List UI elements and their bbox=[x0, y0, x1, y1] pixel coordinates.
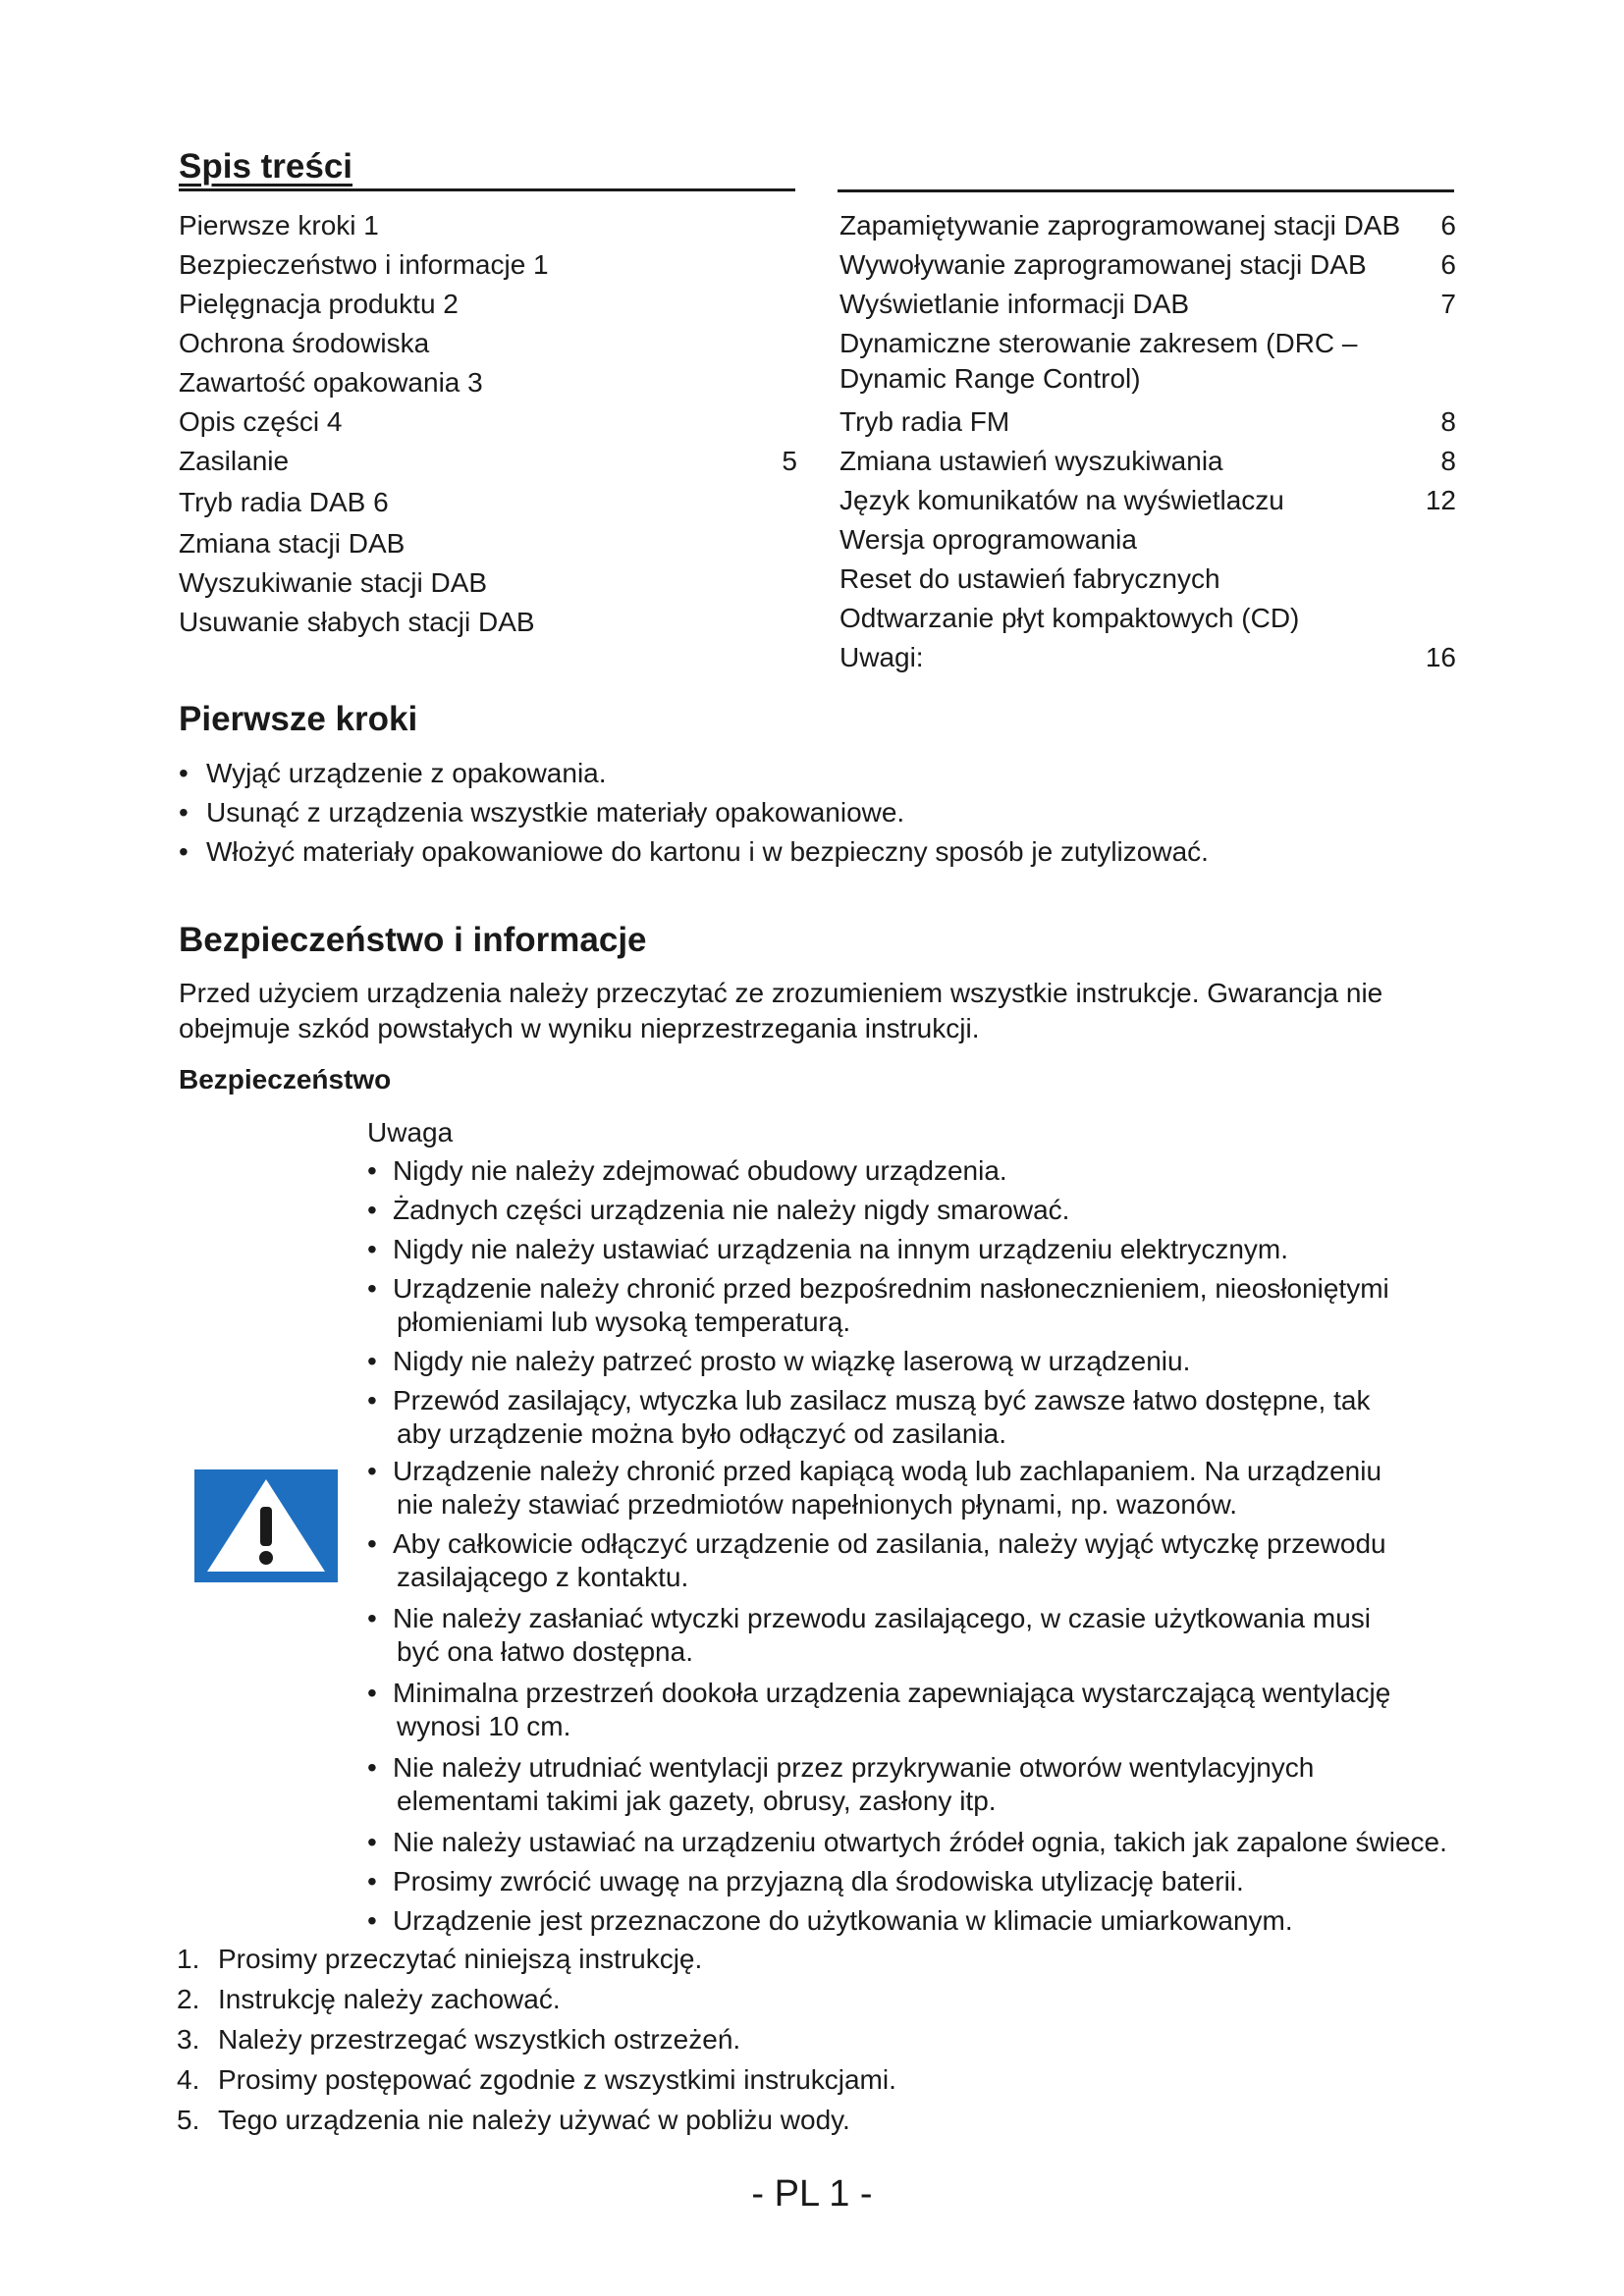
toc-entry: Zapamiętywanie zaprogramowanej stacji DAB bbox=[839, 210, 1401, 240]
toc-entry: Pierwsze kroki 1 bbox=[179, 210, 379, 240]
numbered-item-index: 4. bbox=[177, 2064, 200, 2095]
toc-entry: Zmiana ustawień wyszukiwania bbox=[839, 446, 1223, 476]
warning-item-line: płomieniami lub wysoką temperaturą. bbox=[397, 1307, 851, 1337]
first-steps-item-text: Włożyć materiały opakowaniowe do kartonu i w bezpieczny sposób je zutylizować. bbox=[206, 836, 1209, 867]
warning-item-line: elementami takimi jak gazety, obrusy, zasłony itp. bbox=[397, 1786, 997, 1816]
warning-icon bbox=[194, 1469, 338, 1582]
toc-entry-page: 8 bbox=[1440, 446, 1456, 476]
warning-item-line: Nie należy ustawiać na urządzeniu otwartych źródeł ognia, takich jak zapalone świece. bbox=[393, 1827, 1447, 1857]
toc-entry: Zmiana stacji DAB bbox=[179, 528, 406, 559]
warning-item bbox=[367, 1384, 1453, 1451]
bullet-glyph: • bbox=[367, 1195, 377, 1225]
toc-entry: Wyświetlanie informacji DAB bbox=[839, 289, 1190, 319]
toc-divider-right bbox=[838, 189, 1454, 192]
warning-item-line: Nigdy nie należy zdejmować obudowy urządzenia. bbox=[393, 1155, 1007, 1186]
safety-heading: Bezpieczeństwo i informacje bbox=[179, 921, 647, 959]
first-steps-item-text: Wyjąć urządzenie z opakowania. bbox=[206, 758, 607, 788]
warning-item bbox=[367, 1194, 1453, 1227]
bullet-glyph: • bbox=[367, 1346, 377, 1376]
warning-item bbox=[367, 1677, 1453, 1743]
warning-item-line: Nigdy nie należy ustawiać urządzenia na innym urządzeniu elektrycznym. bbox=[393, 1234, 1288, 1264]
warning-item bbox=[367, 1826, 1453, 1859]
toc-entry: Opis części 4 bbox=[179, 406, 343, 437]
toc-entry: Bezpieczeństwo i informacje 1 bbox=[179, 249, 549, 280]
bullet-glyph: • bbox=[179, 797, 189, 828]
first-steps-item-text: Usunąć z urządzenia wszystkie materiały opakowaniowe. bbox=[206, 797, 905, 828]
toc-entry: Wywoływanie zaprogramowanej stacji DAB bbox=[839, 249, 1367, 280]
safety-intro-line-1: Przed użyciem urządzenia należy przeczytać ze zrozumieniem wszystkie instrukcje. Gwarancja nie bbox=[179, 978, 1383, 1008]
numbered-item bbox=[177, 1942, 703, 1977]
warning-item-line: aby urządzenie można było odłączyć od zasilania. bbox=[397, 1418, 1007, 1449]
warning-item-line: wynosi 10 cm. bbox=[397, 1711, 571, 1741]
numbered-item-text: Instrukcję należy zachować. bbox=[218, 1984, 561, 2014]
bullet-glyph: • bbox=[367, 1273, 377, 1304]
first-steps-item bbox=[179, 756, 607, 791]
toc-entry: Wersja oprogramowania bbox=[839, 524, 1137, 555]
numbered-item bbox=[177, 2062, 896, 2098]
numbered-item-text: Należy przestrzegać wszystkich ostrzeżeń. bbox=[218, 2024, 741, 2055]
warning-item bbox=[367, 1233, 1453, 1266]
warning-item bbox=[367, 1345, 1453, 1378]
warning-item bbox=[367, 1751, 1453, 1818]
toc-entry-page: 8 bbox=[1440, 406, 1456, 437]
bullet-glyph: • bbox=[367, 1866, 377, 1896]
bullet-glyph: • bbox=[367, 1603, 377, 1633]
first-steps-item bbox=[179, 834, 1209, 870]
warning-item-line: Minimalna przestrzeń dookoła urządzenia zapewniająca wystarczającą wentylację bbox=[393, 1678, 1391, 1708]
toc-entry-page: 6 bbox=[1440, 210, 1456, 240]
warning-item-line: Nigdy nie należy patrzeć prosto w wiązkę laserową w urządzeniu. bbox=[393, 1346, 1191, 1376]
warning-item bbox=[367, 1272, 1453, 1339]
warning-item-line: Nie należy utrudniać wentylacji przez przykrywanie otworów wentylacyjnych bbox=[393, 1752, 1315, 1783]
bullet-glyph: • bbox=[367, 1385, 377, 1415]
numbered-item-index: 1. bbox=[177, 1944, 200, 1974]
warning-item bbox=[367, 1154, 1453, 1188]
bullet-glyph: • bbox=[367, 1905, 377, 1936]
warning-item bbox=[367, 1865, 1453, 1898]
safety-intro-line-2: obejmuje szkód powstałych w wyniku nieprzestrzegania instrukcji. bbox=[179, 1013, 980, 1043]
numbered-item bbox=[177, 1982, 561, 2017]
toc-left-column bbox=[179, 206, 797, 648]
bullet-glyph: • bbox=[367, 1234, 377, 1264]
toc-entry: Uwagi: bbox=[839, 642, 924, 672]
toc-entry: Zasilanie bbox=[179, 446, 290, 476]
bullet-glyph: • bbox=[179, 758, 189, 788]
toc-entry: Usuwanie słabych stacji DAB bbox=[179, 607, 535, 637]
warning-item bbox=[367, 1455, 1453, 1522]
warning-item-line: być ona łatwo dostępna. bbox=[397, 1636, 693, 1667]
toc-entry: Pielęgnacja produktu 2 bbox=[179, 289, 459, 319]
toc-entry: Wyszukiwanie stacji DAB bbox=[179, 567, 488, 598]
numbered-item-text: Prosimy przeczytać niniejszą instrukcję. bbox=[218, 1944, 703, 1974]
warning-item-line: Przewód zasilający, wtyczka lub zasilacz muszą być zawsze łatwo dostępne, tak bbox=[393, 1385, 1371, 1415]
bullet-glyph: • bbox=[367, 1752, 377, 1783]
numbered-item-text: Prosimy postępować zgodnie z wszystkimi instrukcjami. bbox=[218, 2064, 896, 2095]
toc-entry: Ochrona środowiska bbox=[179, 328, 430, 358]
bullet-glyph: • bbox=[367, 1678, 377, 1708]
bullet-glyph: • bbox=[367, 1155, 377, 1186]
bullet-glyph: • bbox=[367, 1827, 377, 1857]
bullet-glyph: • bbox=[179, 836, 189, 867]
first-steps-item bbox=[179, 795, 905, 830]
toc-entry: Tryb radia FM bbox=[839, 406, 1010, 437]
toc-right-column bbox=[839, 206, 1456, 677]
toc-entry: Tryb radia DAB 6 bbox=[179, 487, 389, 517]
toc-entry-page: 5 bbox=[782, 446, 797, 476]
warning-item-line: Urządzenie jest przeznaczone do użytkowania w klimacie umiarkowanym. bbox=[393, 1905, 1293, 1936]
numbered-item-index: 3. bbox=[177, 2024, 200, 2055]
warning-item bbox=[367, 1527, 1453, 1594]
safety-subheading: Bezpieczeństwo bbox=[179, 1064, 392, 1095]
first-steps-heading: Pierwsze kroki bbox=[179, 700, 418, 738]
toc-entry: Dynamic Range Control) bbox=[839, 363, 1141, 394]
toc-entry-page: 7 bbox=[1440, 289, 1456, 319]
warning-item-line: Nie należy zasłaniać wtyczki przewodu zasilającego, w czasie użytkowania musi bbox=[393, 1603, 1371, 1633]
toc-entry: Język komunikatów na wyświetlaczu bbox=[839, 485, 1284, 515]
warning-item bbox=[367, 1602, 1453, 1669]
toc-entry: Odtwarzanie płyt kompaktowych (CD) bbox=[839, 603, 1300, 633]
toc-entry-page: 6 bbox=[1440, 249, 1456, 280]
page-number: - PL 1 - bbox=[751, 2173, 873, 2215]
numbered-item-index: 5. bbox=[177, 2105, 200, 2135]
warning-item-line: Urządzenie należy chronić przed bezpośrednim nasłonecznieniem, nieosłoniętymi bbox=[393, 1273, 1389, 1304]
numbered-item bbox=[177, 2022, 741, 2057]
warning-label: Uwaga bbox=[367, 1117, 454, 1148]
warning-item-line: Żadnych części urządzenia nie należy nigdy smarować. bbox=[393, 1195, 1070, 1225]
toc-entry: Zawartość opakowania 3 bbox=[179, 367, 483, 398]
toc-entry: Dynamiczne sterowanie zakresem (DRC – bbox=[839, 328, 1358, 358]
toc-entry-page: 16 bbox=[1425, 642, 1456, 672]
toc-entry-page: 12 bbox=[1425, 485, 1456, 515]
numbered-item-index: 2. bbox=[177, 1984, 200, 2014]
warning-item-line: zasilającego z kontaktu. bbox=[397, 1562, 689, 1592]
warning-item-line: nie należy stawiać przedmiotów napełnionych płynami, np. wazonów. bbox=[397, 1489, 1238, 1520]
numbered-item bbox=[177, 2103, 850, 2138]
numbered-item-text: Tego urządzenia nie należy używać w pobliżu wody. bbox=[218, 2105, 850, 2135]
toc-entry: Reset do ustawień fabrycznych bbox=[839, 563, 1220, 594]
toc-title: Spis treści bbox=[179, 147, 795, 191]
warning-item-line: Urządzenie należy chronić przed kapiącą wodą lub zachlapaniem. Na urządzeniu bbox=[393, 1456, 1382, 1486]
warning-item-line: Aby całkowicie odłączyć urządzenie od zasilania, należy wyjąć wtyczkę przewodu bbox=[393, 1528, 1386, 1559]
bullet-glyph: • bbox=[367, 1456, 377, 1486]
warning-item bbox=[367, 1904, 1453, 1938]
warning-item-line: Prosimy zwrócić uwagę na przyjazną dla środowiska utylizację baterii. bbox=[393, 1866, 1244, 1896]
bullet-glyph: • bbox=[367, 1528, 377, 1559]
